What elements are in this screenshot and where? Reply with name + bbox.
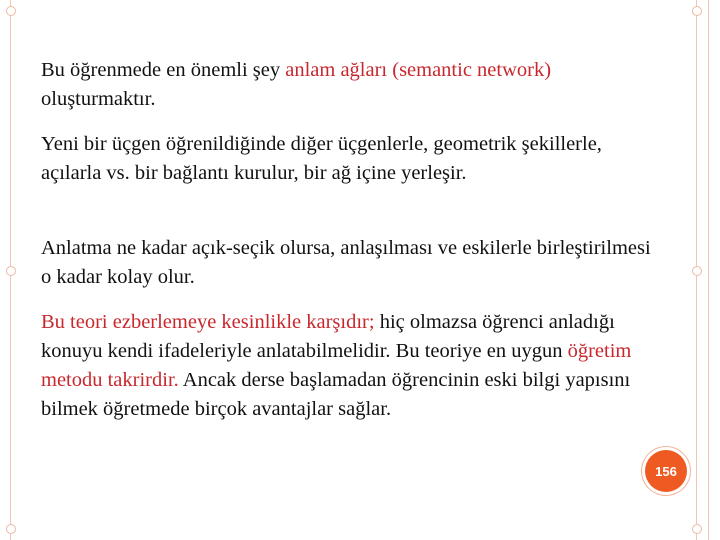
frame-dot (692, 6, 702, 16)
frame-dot (692, 524, 702, 534)
paragraph-clarity: Anlatma ne kadar açık-seçik olursa, anlaşılması ve eskilerle birleştirilmesi o kadar kolay olur. (41, 237, 651, 288)
page-number-badge: 156 (645, 450, 687, 492)
frame-dot (6, 524, 16, 534)
paragraph-text: Ancak derse başlamadan öğrencinin eski bilgi yapısını bilmek öğretmede birçok avantajlar sağlar. (41, 369, 631, 420)
highlighted-text: Bu teori ezberlemeye kesinlikle karşıdır; (41, 311, 375, 333)
highlighted-text: öğretim metodu takrirdir. (41, 340, 632, 391)
frame-right-outer-line (708, 0, 709, 540)
frame-dot (6, 266, 16, 276)
paragraph-text: Bu öğrenmede en önemli şey (41, 59, 286, 81)
paragraph-triangle-example: Yeni bir üçgen öğrenildiğinde diğer üçgenlerle, geometrik şekillerle, açılarla vs. bir bağlantı kurulur, bir ağ içine yerleşir. (41, 133, 602, 184)
frame-dot (6, 6, 16, 16)
paragraph-text: oluşturmaktır. (41, 88, 156, 110)
paragraph-text: hiç olmazsa öğrenci anladığı konuyu kendi ifadeleriyle anlatabilmelidir. Bu teoriye en uygun (41, 311, 615, 362)
paragraph-theory (41, 308, 661, 424)
frame-dot (692, 266, 702, 276)
paragraph-semantic-network (41, 56, 661, 114)
highlighted-term: anlam ağları (semantic network) (285, 59, 552, 81)
